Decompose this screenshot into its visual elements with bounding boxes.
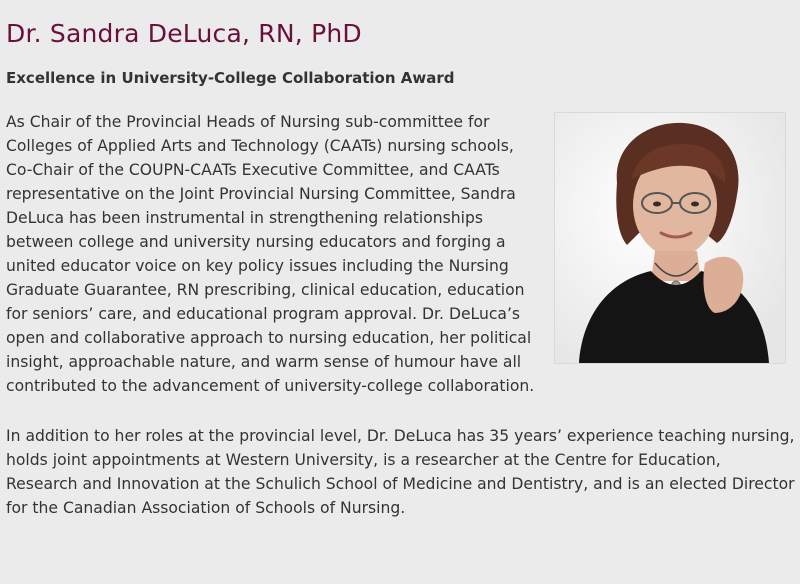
person-name-heading: Dr. Sandra DeLuca, RN, PhD: [6, 19, 362, 48]
award-title: Excellence in University-College Collaboration Award: [6, 69, 455, 87]
bio-paragraph-1: As Chair of the Provincial Heads of Nursing sub-committee for Colleges of Applied Arts and Technology (CAATs) nursing schools, Co-Chair of the COUPN-CAATs Executive Committee, and CAATs representative on the Joint Provincial Nursing Committee, Sandra DeLuca has been instrumental in strengthening relationships between college and university nursing educators and forging a united educator voice on key policy issues including the Nursing Graduate Guarantee, RN prescribing, clinical education, education for seniors’ care, and educational program approval. Dr. DeLuca’s open and collaborative approach to nursing education, her political insight, approachable nature, and warm sense of humour have all contributed to the advancement of university-college collaboration.: [6, 113, 535, 395]
portrait-illustration: [555, 113, 785, 363]
profile-section: [6, 0, 796, 520]
portrait-photo: [554, 112, 786, 364]
bio-paragraph-2: In addition to her roles at the provincial level, Dr. DeLuca has 35 years’ experience teaching nursing, holds joint appointments at Western University, is a researcher at the Centre for Education, Research and Innovation at the Schulich School of Medicine and Dentistry, and is an elected Director for the Canadian Association of Schools of Nursing.: [6, 427, 795, 517]
bio-paragraph-1-container: [6, 110, 796, 398]
